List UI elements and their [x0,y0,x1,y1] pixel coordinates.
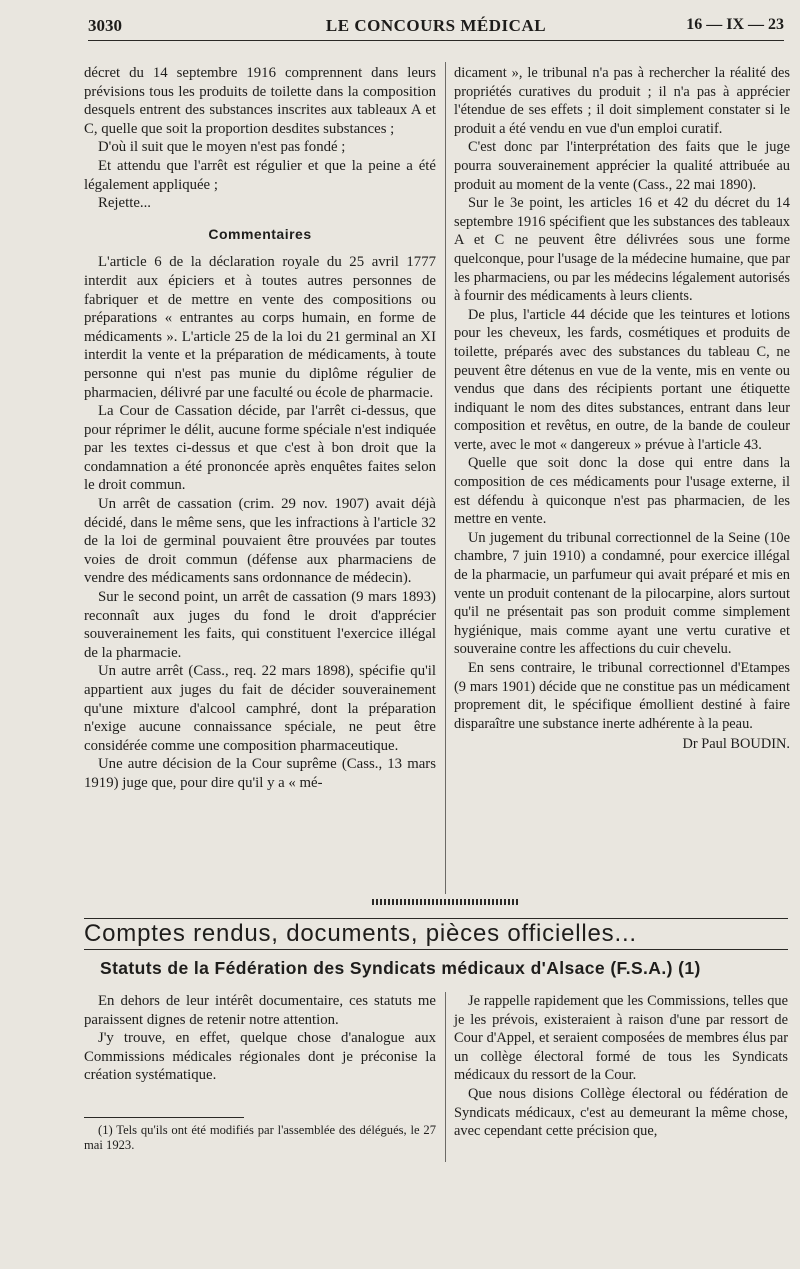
paragraph: Un jugement du tribunal correctionnel de la Seine (10e chambre, 7 juin 1910) a condamné, pour exercice illégal de la pharmacie, un parfumeur qui avait préparé et mis en vente un produit contenant de la pilocarpine, alors surtout qu'il ne présentait pas son produit comme simplement hygiénique, mais comme ayant une vertu curative et souveraine contre les affections du cuir chevelu. [454,529,790,658]
page-number: 3030 [88,16,122,35]
paragraph: décret du 14 septembre 1916 comprennent dans leurs prévisions tous les produits de toilette dans la composition desquels entrent des substances inscrites aux tableaux A et C, quelle que soit la proportion desdites substances ; [84,65,436,137]
commentaires-heading: Commentaires [208,225,312,242]
lower-right-column [454,992,788,1141]
paragraph: C'est donc par l'interprétation des faits que le juge pourra souverainement apprécier la qualité attribuée au produit au moment de la vente (Cass., 22 mai 1890). [454,139,790,193]
paragraph: Un autre arrêt (Cass., req. 22 mars 1898), spécifie qu'il appartient aux juges du fait de décider souverainement qu'une mixture d'alcool camphré, dont la préparation n'exige aucune connaissance spéciale, ne peut être considérée comme une composition pharmaceutique. [84,663,436,754]
paragraph: Que nous disions Collège électoral ou fédération de Syndicats médicaux, c'est au demeurant la même chose, avec cependant cette précision que, [454,1085,788,1140]
paragraph: dicament », le tribunal n'a pas à rechercher la réalité des propriétés curatives du produit ; il n'a pas à apprécier l'étendue de ses effets ; il doit simplement constater si le produit a été vendu en vue d'un emploi curatif. [454,65,790,137]
paragraph: Je rappelle rapidement que les Commissions, telles que je les prévois, existeraient à raison d'une par ressort de Cour d'Appel, et seraient composées de membres élus par un collège électoral formé de tous les Syndicats médicaux du ressort de la Cour. [454,993,788,1084]
paragraph: Sur le 3e point, les articles 16 et 42 du décret du 14 septembre 1916 spécifient que les substances des tableaux A et C ne peuvent être délivrées sous une forme quelconque, pour l'usage de la médecine humaine, que par les pharmaciens, ou par les médecins légalement autorisés à fournir des médicaments à leurs clients. [454,195,790,305]
issue-date: 16 — IX — 23 [686,16,784,33]
paragraph: De plus, l'article 44 décide que les teintures et lotions pour les cheveux, les fards, cosmétiques et produits de toilette, préparés avec des substances du tableau C, ne peuvent être détenus en vue de la vente, mis en vente ou vendus que dans des récipients portant une étiquette indiquant le nom des dites substances, entrant dans leur composition et revêtus, en outre, de la bande de couleur verte, avec le mot « dangereux » prévue à l'article 43. [454,306,790,453]
paragraph: Un arrêt de cassation (crim. 29 nov. 1907) avait déjà décidé, dans le même sens, que les infractions à l'article 32 de la loi de germinal pouvaient être prouvées par toutes voies de droit commun (défense aux pharmaciens de vendre des médicaments sans ordonnance de médecin). [84,496,436,587]
paragraph: Une autre décision de la Cour suprême (Cass., 13 mars 1919) juge que, pour dire qu'il y a « mé- [84,756,436,791]
column-divider [445,992,446,1162]
paragraph: En dehors de leur intérêt documentaire, ces statuts me paraissent dignes de retenir notre attention. [84,993,436,1028]
paragraph: D'où il suit que le moyen n'est pas fondé ; [98,139,346,156]
right-column [454,64,790,754]
author-signature: Dr Paul BOUDIN. [682,736,790,753]
paragraph: L'article 6 de la déclaration royale du 25 avril 1777 interdit aux épiciers et à toutes autres personnes de fabriquer et de mettre en vente des compositions ou préparations « entrantes au corps humain, en forme de médicaments ». L'article 25 de la loi du 21 germinal an XI interdit la vente et la préparation de médicaments, à toute personne qui n'est pas munie du diplôme régulier de pharmacien, délivré par une faculté ou école de pharmacie. [84,254,436,401]
paragraph: Quelle que soit donc la dose qui entre dans la composition de ces médicaments pour l'usage externe, il est défendu à quiconque n'est pas pharmacien, de les mettre en vente. [454,455,790,528]
separator-ornament [372,899,520,905]
section-heading-text: Comptes rendus, documents, pièces officielles... [84,920,637,947]
article-title: Statuts de la Fédération des Syndicats médicaux d'Alsace (F.S.A.) (1) [100,958,701,978]
paragraph: Rejette... [98,195,152,212]
paragraph: J'y trouve, en effet, quelque chose d'analogue aux Commissions médicales régionales dont je préconise la création systématique. [84,1030,436,1084]
footnote-rule [84,1117,244,1118]
paragraph: En sens contraire, le tribunal correctionnel d'Etampes (9 mars 1901) décide que ne constitue pas un médicament proprement dit, le spécifique émollient destiné à faire disparaître une substance inerte adhérente à la peau. [454,660,790,732]
paragraph: Sur le second point, un arrêt de cassation (9 mars 1893) reconnaît aux juges du fond le droit d'apprécier souverainement les faits, qui constituent l'exercice illégal de la pharmacie. [84,589,436,661]
left-column [84,64,436,793]
paragraph: La Cour de Cassation décide, par l'arrêt ci-dessus, que pour réprimer le délit, aucune forme spéciale n'est indiquée par les textes ci-dessus et que c'est à bon droit que la condamnation a été prononcée après enquêtes faites selon le droit commun. [84,403,436,494]
page-header [88,14,784,41]
footnote: (1) Tels qu'ils ont été modifiés par l'assemblée des délégués, le 27 mai 1923. [84,1123,436,1152]
column-divider [445,62,446,894]
lower-left-column [84,992,436,1085]
paragraph: Et attendu que l'arrêt est régulier et que la peine a été légalement appliquée ; [84,157,436,193]
journal-title: LE CONCOURS MÉDICAL [325,16,547,35]
section-heading [84,918,788,950]
